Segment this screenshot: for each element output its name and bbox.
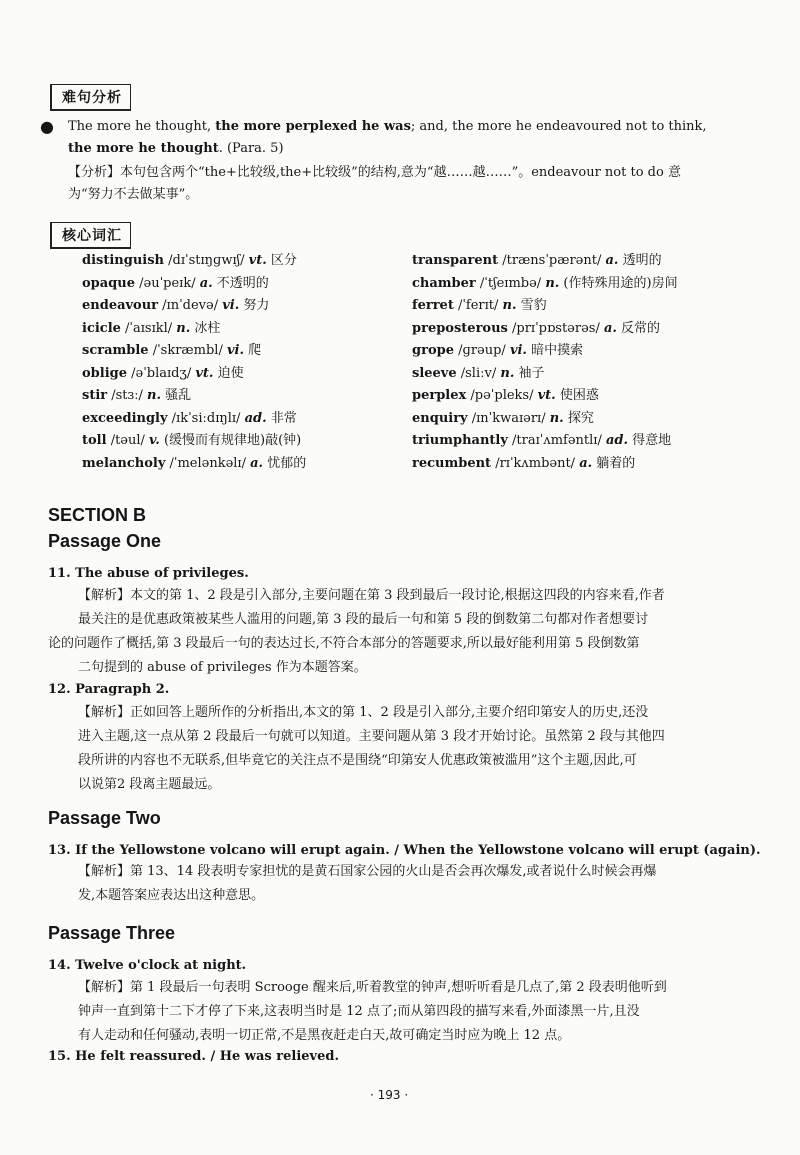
vocab-phonetic: /traɪˈʌmfəntlɪ/ <box>507 433 606 448</box>
vocab-word: grope <box>412 343 454 358</box>
vocab-phonetic: /ɪnˈdevə/ <box>158 298 223 313</box>
vocab-meaning: 得意地 <box>628 433 672 448</box>
vocab-entry <box>82 250 306 273</box>
vocab-meaning: 反常的 <box>616 320 661 336</box>
vocab-part-of-speech: a. <box>579 455 593 471</box>
vocab-entry <box>82 295 306 318</box>
vocab-word: sleeve <box>412 365 457 381</box>
vocab-phonetic: /əuˈpeɪk/ <box>135 275 200 291</box>
hard-sentence-line2 <box>68 139 284 159</box>
explanation-line: 进入主题,这一点从第 2 段最后一句就可以知道。主要问题从第 3 段才开始讨论。虽然第 2 段与其他四 <box>78 729 665 744</box>
vocab-meaning: 暗中摸索 <box>526 343 584 358</box>
vocab-phonetic: /ɡrəup/ <box>453 343 510 358</box>
vocab-word: triumphantly <box>412 433 508 448</box>
vocab-entry <box>412 250 678 273</box>
question-12-answer: 12. Paragraph 2. <box>48 682 170 697</box>
vocab-phonetic: /ˈferɪt/ <box>453 298 503 313</box>
vocab-word: recumbent <box>412 455 492 471</box>
vocab-phonetic: /rɪˈkʌmbənt/ <box>491 455 580 471</box>
vocab-meaning: 冰柱 <box>190 320 221 336</box>
explanation-line: 以说第2 段离主题最远。 <box>78 777 221 792</box>
vocab-word: transparent <box>412 253 499 268</box>
vocab-entry <box>82 363 306 386</box>
vocab-meaning: 爬 <box>243 343 262 358</box>
sentence-reference: . (Para. 5) <box>218 141 284 156</box>
vocab-meaning: 躺着的 <box>592 455 636 471</box>
vocab-entry <box>412 385 678 408</box>
question-15-answer: 15. He felt reassured. / He was relieved. <box>48 1049 339 1064</box>
sentence-bold-part: the more he thought <box>68 141 219 156</box>
vocab-meaning: (作特殊用途的)房间 <box>559 275 678 291</box>
vocab-part-of-speech: vi. <box>222 298 240 313</box>
vocab-part-of-speech: ad. <box>244 410 267 426</box>
vocab-phonetic: /trænsˈpærənt/ <box>498 253 606 268</box>
vocab-phonetic: /əˈblaɪdʒ/ <box>127 365 196 381</box>
vocab-entry <box>412 408 678 431</box>
vocab-entry <box>82 453 306 476</box>
vocab-entry <box>82 385 306 408</box>
question-14-explanation <box>78 976 728 1048</box>
vocab-word: chamber <box>412 275 476 291</box>
vocab-part-of-speech: vt. <box>537 388 556 403</box>
vocab-word: toll <box>82 433 107 448</box>
vocab-meaning: (缓慢而有规律地)敲(钟) <box>159 433 302 448</box>
vocab-word: scramble <box>82 343 149 358</box>
vocab-part-of-speech: vt. <box>248 253 267 268</box>
question-11-answer: 11. The abuse of privileges. <box>48 566 249 581</box>
analysis-line2: 为“努力不去做某事”。 <box>68 187 199 202</box>
vocab-meaning: 努力 <box>239 298 270 313</box>
explanation-line: 钟声一直到第十二下才停了下来,这表明当时是 12 点了;而从第四段的描写来看,外面漆黑一片,且没 <box>78 1004 640 1019</box>
vocab-meaning: 非常 <box>266 410 297 426</box>
explanation-line: 最关注的是优惠政策被某些人滥用的问题,第 3 段的最后一句和第 5 段的倒数第二句都对作者想要讨 <box>78 612 649 627</box>
vocab-phonetic: /ˈaɪsɪkl/ <box>120 320 177 336</box>
sentence-bold-part: the more perplexed he was <box>215 119 411 134</box>
analysis-line1: 【分析】本句包含两个“the+比较级,the+比较级”的结构,意为“越……越……”。endeavour not to do 意 <box>68 165 681 180</box>
vocab-phonetic: /prɪˈpɒstərəs/ <box>507 320 604 336</box>
passage-three-title: Passage Three <box>48 923 176 943</box>
vocab-word: icicle <box>82 320 121 336</box>
passage-one-title: Passage One <box>48 531 162 551</box>
vocab-meaning: 透明的 <box>618 253 662 268</box>
vocab-part-of-speech: n. <box>545 275 560 291</box>
vocab-word: enquiry <box>412 410 468 426</box>
vocab-word: distinguish <box>82 253 164 268</box>
vocab-part-of-speech: vi. <box>226 343 244 358</box>
vocab-meaning: 袖子 <box>514 365 545 381</box>
vocab-phonetic: /pəˈpleks/ <box>466 388 538 403</box>
vocab-entry <box>412 295 678 318</box>
vocab-part-of-speech: vt. <box>195 365 214 381</box>
vocab-entry <box>412 430 678 453</box>
passage-two-title: Passage Two <box>48 808 161 828</box>
vocab-part-of-speech: a. <box>250 455 264 471</box>
vocab-word: preposterous <box>412 320 508 336</box>
vocab-entry <box>412 453 678 476</box>
vocab-phonetic: /ˈtʃeɪmbə/ <box>475 275 546 291</box>
explanation-line: 【解析】第 13、14 段表明专家担忧的是黄石国家公园的火山是否会再次爆发,或者说什么时候会再爆 <box>78 864 657 879</box>
vocab-meaning: 使困惑 <box>555 388 599 403</box>
explanation-line: 【解析】正如回答上题所作的分析指出,本文的第 1、2 段是引入部分,主要介绍印第安人的历史,还没 <box>78 705 649 720</box>
question-13-explanation <box>78 860 728 908</box>
explanation-line: 【解析】第 1 段最后一句表明 Scrooge 醒来后,听着教堂的钟声,想听听看是几点了,第 2 段表明他听到 <box>78 980 667 995</box>
vocab-word: opaque <box>82 275 135 291</box>
hard-sentence-line1 <box>68 117 707 137</box>
explanation-line: 【解析】本文的第 1、2 段是引入部分,主要问题在第 3 段到最后一段讨论,根据这四段的内容来看,作者 <box>78 588 665 603</box>
question-12-explanation <box>78 701 728 797</box>
vocab-meaning: 迫使 <box>213 365 244 381</box>
vocab-part-of-speech: v. <box>149 433 160 448</box>
sentence-part: ; and, the more he endeavoured not to think, <box>410 119 707 134</box>
vocab-part-of-speech: n. <box>500 365 515 381</box>
vocab-part-of-speech: a. <box>199 275 213 291</box>
vocab-meaning: 骚乱 <box>161 388 192 403</box>
vocab-word: melancholy <box>82 455 166 471</box>
vocabulary-heading: 核心词汇 <box>50 222 131 249</box>
explanation-line: 段所讲的内容也不无联系,但毕竟它的关注点不是围绕“印第安人优惠政策被滥用”这个主题,因此,可 <box>78 753 637 768</box>
vocab-entry <box>412 363 678 386</box>
vocab-phonetic: /ˈskræmbl/ <box>148 343 227 358</box>
vocab-part-of-speech: n. <box>549 410 564 426</box>
vocabulary-left-column <box>82 250 306 475</box>
vocab-meaning: 雪豹 <box>516 298 547 313</box>
vocab-word: perplex <box>412 388 467 403</box>
explanation-line: 二句提到的 abuse of privileges 作为本题答案。 <box>78 660 367 675</box>
vocab-entry <box>412 318 678 341</box>
hard-sentence-heading: 难句分析 <box>50 84 131 111</box>
vocab-phonetic: /ˈmelənkəlɪ/ <box>165 455 251 471</box>
sentence-part: The more he thought, <box>68 119 216 134</box>
section-b-title: SECTION B <box>48 505 147 525</box>
vocab-entry <box>82 273 306 296</box>
vocab-phonetic: /stɜː/ <box>107 388 148 403</box>
vocab-part-of-speech: ad. <box>605 433 629 448</box>
vocab-part-of-speech: n. <box>176 320 191 336</box>
question-14-answer: 14. Twelve o'clock at night. <box>48 958 247 973</box>
page-number: · 193 · <box>370 1088 409 1102</box>
bullet-icon: ● <box>40 117 54 136</box>
vocab-part-of-speech: vi. <box>509 343 527 358</box>
vocab-phonetic: /ɪnˈkwaɪərɪ/ <box>467 410 550 426</box>
explanation-line: 有人走动和任何骚动,表明一切正常,不是黑夜赶走白天,故可确定当时应为晚上 12 点。 <box>78 1028 571 1043</box>
vocab-word: exceedingly <box>82 410 168 426</box>
vocab-entry <box>82 340 306 363</box>
vocab-meaning: 探究 <box>563 410 594 426</box>
vocab-part-of-speech: a. <box>605 253 619 268</box>
vocab-phonetic: /sliːv/ <box>456 365 501 381</box>
vocab-entry <box>82 408 306 431</box>
vocab-entry <box>412 340 678 363</box>
vocab-phonetic: /ɪkˈsiːdɪŋlɪ/ <box>167 410 245 426</box>
vocab-word: ferret <box>412 298 454 313</box>
explanation-line: 发,本题答案应表达出这种意思。 <box>78 888 265 903</box>
vocab-meaning: 不透明的 <box>212 275 269 291</box>
vocab-part-of-speech: a. <box>603 320 617 336</box>
explanation-line: 论的问题作了概括,第 3 段最后一句的表达过长,不符合本部分的答题要求,所以最好能利用第 5 段倒数第 <box>48 636 640 651</box>
vocab-phonetic: /təul/ <box>106 433 150 448</box>
vocabulary-right-column <box>412 250 678 475</box>
vocab-part-of-speech: n. <box>502 298 517 313</box>
vocab-word: stir <box>82 388 108 403</box>
vocab-meaning: 区分 <box>266 253 297 268</box>
vocab-part-of-speech: n. <box>147 388 162 403</box>
vocab-phonetic: /dɪˈstɪŋɡwɪʃ/ <box>164 253 249 268</box>
vocab-entry <box>82 318 306 341</box>
vocab-meaning: 忧郁的 <box>263 455 307 471</box>
vocab-entry <box>82 430 306 453</box>
question-11-explanation <box>48 584 728 680</box>
question-13-answer: 13. If the Yellowstone volcano will erupt again. / When the Yellowstone volcano will erupt (again). <box>48 843 761 858</box>
vocab-word: endeavour <box>82 298 159 313</box>
vocab-entry <box>412 273 678 296</box>
vocab-word: oblige <box>82 365 127 381</box>
